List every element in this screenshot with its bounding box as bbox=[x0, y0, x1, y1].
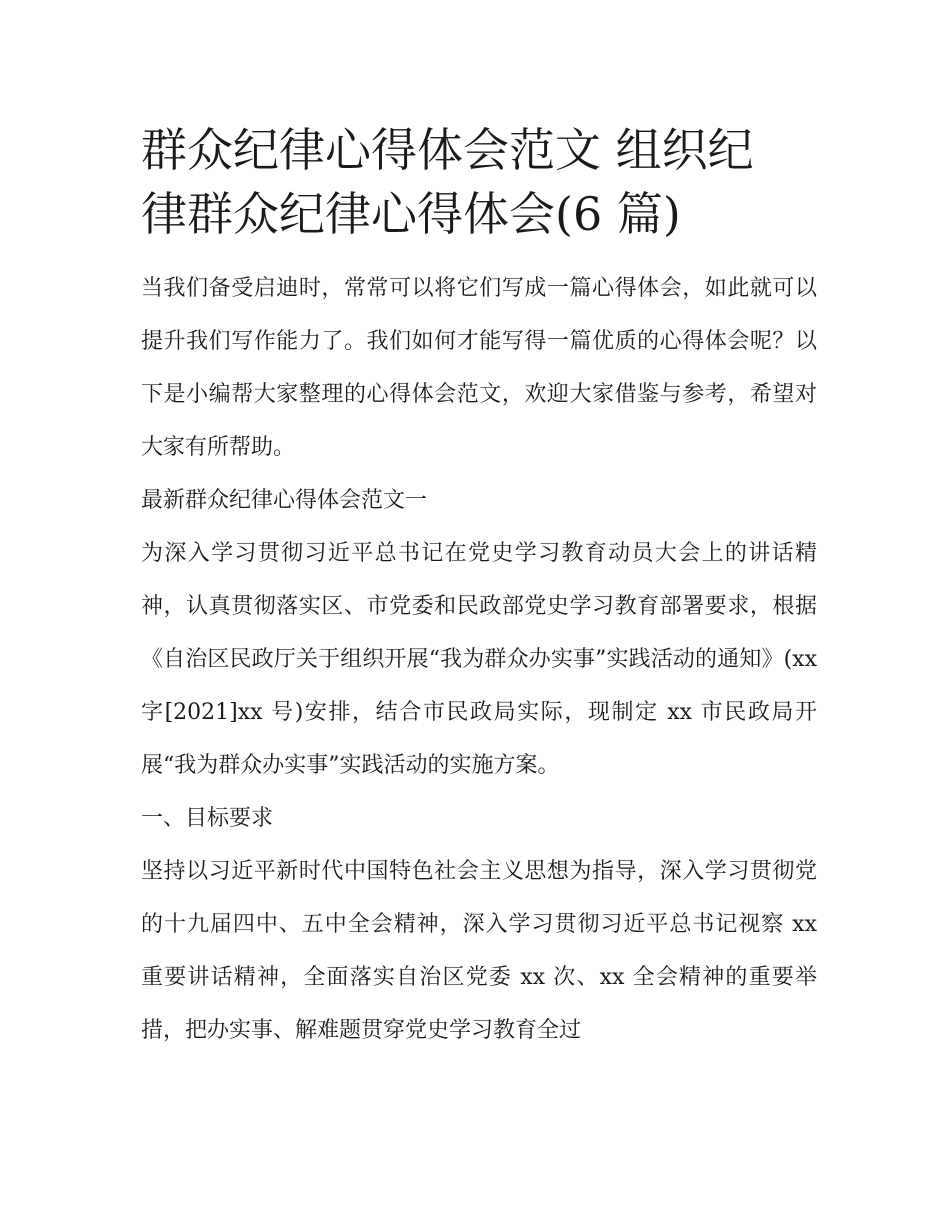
document-body bbox=[141, 118, 817, 1057]
body-paragraph-2: 坚持以习近平新时代中国特色社会主义思想为指导，深入学习贯彻党的十九届四中、五中全会精神，深入学习贯彻习近平总书记视察 xx 重要讲话精神，全面落实自治区党委 xx 次、xx 全会精神的重要举措，把办实事、解难题贯穿党史学习教育全过 bbox=[141, 859, 817, 1043]
title-line-1: 群众纪律心得体会范文 组织纪 bbox=[141, 123, 754, 177]
document-title bbox=[141, 118, 817, 246]
section-heading: 最新群众纪律心得体会范文一 bbox=[141, 488, 428, 513]
intro-paragraph: 当我们备受启迪时，常常可以将它们写成一篇心得体会，如此就可以提升我们写作能力了。我们如何才能写得一篇优质的心得体会呢？以下是小编帮大家整理的心得体会范文，欢迎大家借鉴与参考，希望对大家有所帮助。 bbox=[141, 276, 817, 460]
title-line-2: 律群众纪律心得体会(6 篇) bbox=[141, 187, 681, 241]
subheading-goals: 一、目标要求 bbox=[141, 806, 274, 831]
body-paragraph-1: 为深入学习贯彻习近平总书记在党史学习教育动员大会上的讲话精神，认真贯彻落实区、市党委和民政部党史学习教育部署要求，根据《自治区民政厅关于组织开展“我为群众办实事”实践活动的通知》(xx 字[2021]xx 号)安排，结合市民政局实际，现制定 xx 市民政局开展“我为群众办实事”实践活动的实施方案。 bbox=[141, 541, 817, 778]
